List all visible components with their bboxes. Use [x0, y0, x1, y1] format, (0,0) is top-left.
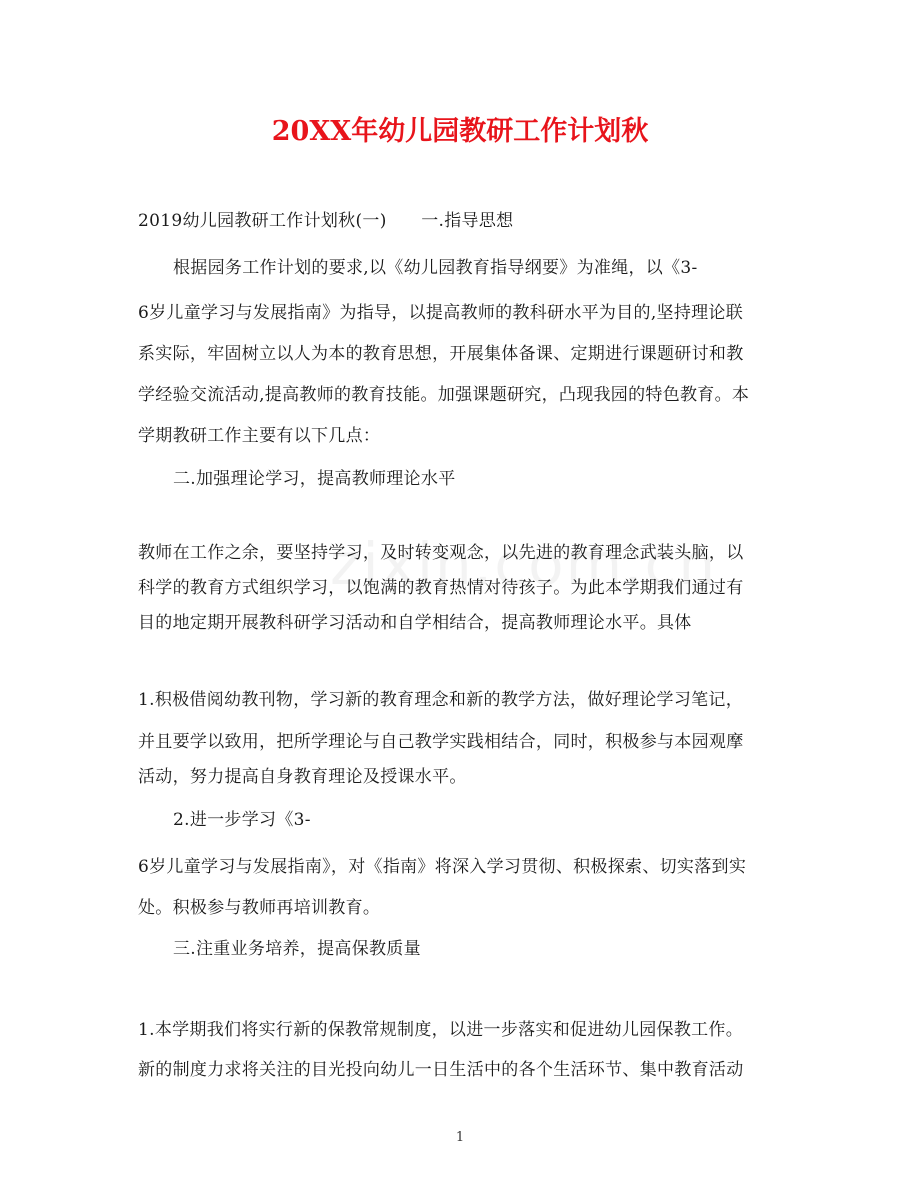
paragraph-line: 学期教研工作主要有以下几点：	[138, 426, 381, 446]
paragraph-line: 学经验交流活动,提高教师的教育技能。加强课题研究，凸现我园的特色教育。本	[138, 385, 750, 405]
list-item-line: 1.积极借阅幼教刊物，学习新的教育理念和新的教学方法，做好理论学习笔记，	[138, 690, 744, 710]
paragraph-line: 新的制度力求将关注的目光投向幼儿一日生活中的各个生活环节、集中教育活动	[138, 1060, 744, 1080]
document-title: 20XX年幼儿园教研工作计划秋	[271, 116, 649, 147]
section-heading: 三.注重业务培养，提高保教质量	[173, 939, 421, 959]
paragraph-line: 并且要学以致用，把所学理论与自己教学实践相结合，同时，积极参与本园观摩	[138, 732, 744, 752]
list-item-line: 1.本学期我们将实行新的保教常规制度，以进一步落实和促进幼儿园保教工作。	[138, 1020, 744, 1040]
paragraph-line: 6岁儿童学习与发展指南》为指导，以提高教师的教科研水平为目的,坚持理论联	[138, 303, 744, 323]
paragraph-line: 教师在工作之余，要坚持学习，及时转变观念，以先进的教育理念武装头脑，以	[138, 543, 744, 563]
paragraph-line: 系实际，牢固树立以人为本的教育思想，开展集体备课、定期进行课题研讨和教	[138, 344, 744, 364]
paragraph-line: 根据园务工作计划的要求,以《幼儿园教育指导纲要》为准绳，以《3-	[173, 258, 698, 278]
paragraph-line: 科学的教育方式组织学习，以饱满的教育热情对待孩子。为此本学期我们通过有	[138, 578, 744, 598]
list-item-line: 2.进一步学习《3-	[173, 810, 311, 830]
paragraph-line: 处。积极参与教师再培训教育。	[138, 898, 381, 918]
page-number: 1	[455, 1130, 465, 1145]
paragraph-line: 活动，努力提高自身教育理论及授课水平。	[138, 767, 467, 787]
paragraph-line: 6岁儿童学习与发展指南》，对《指南》将深入学习贯彻、积极探索、切实落到实	[138, 857, 747, 877]
paragraph-line: 目的地定期开展教科研学习活动和自学相结合，提高教师理论水平。具体	[138, 613, 692, 633]
paragraph-line: 2019幼儿园教研工作计划秋(一) 一.指导思想	[138, 211, 514, 231]
section-heading: 二.加强理论学习，提高教师理论水平	[173, 469, 456, 489]
